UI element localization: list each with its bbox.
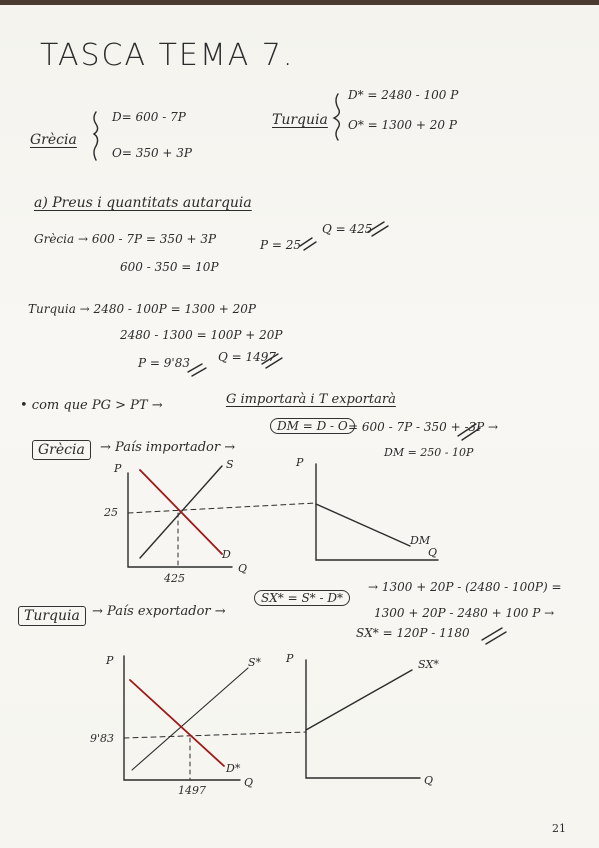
turkey-price: P = 9'83 xyxy=(138,356,190,370)
graph1-axes xyxy=(128,473,232,567)
greece-quantity: Q = 425 xyxy=(322,222,373,236)
graph1-d-label: D xyxy=(222,548,231,561)
graph3-x-label: Q xyxy=(244,776,254,789)
sx-result-check xyxy=(482,628,506,644)
greece-price-check xyxy=(300,238,316,250)
greece-supply: O= 350 + 3P xyxy=(112,146,193,160)
sx-formula-oval: SX* = S* - D* xyxy=(254,590,350,606)
graph2-x-label: Q xyxy=(428,546,438,559)
section-a-heading: a) Preus i quantitats autarquia xyxy=(34,195,252,211)
greece-eq-line1: Grècia → 600 - 7P = 350 + 3P xyxy=(34,232,217,246)
turkey-eq-line2: 2480 - 1300 = 100P + 20P xyxy=(120,328,283,342)
graph3-y-label: P xyxy=(106,654,114,667)
graph3-s-label: S* xyxy=(248,656,262,669)
turkey-label: Turquia xyxy=(272,112,328,128)
greece-label: Grècia xyxy=(30,132,77,148)
turkey-demand: D* = 2480 - 100 P xyxy=(348,88,459,102)
sx-formula-line2: 1300 + 20P - 2480 + 100 P → xyxy=(374,606,555,620)
graph2-dm-label: DM xyxy=(410,534,431,547)
graph1-x-label: Q xyxy=(238,562,248,575)
greece-box: Grècia xyxy=(32,440,91,460)
dm-formula-rest: = 600 - 7P - 350 + -3P → xyxy=(348,420,499,434)
greece-system-brace xyxy=(94,112,98,160)
sx-result: SX* = 120P - 1180 xyxy=(356,626,470,640)
turkey-system-brace xyxy=(334,94,339,140)
graph2-y-label: P xyxy=(296,456,304,469)
turkey-q-check xyxy=(262,354,282,368)
graph4-sx-curve xyxy=(306,670,412,730)
graph1-quantity-tick: 425 xyxy=(164,572,185,585)
comparison-conclusion: G importarà i T exportarà xyxy=(226,392,396,407)
comparison-bullet: • com que PG > PT → xyxy=(20,398,163,413)
turkey-price-check xyxy=(188,364,206,376)
graph3-price-tick: 9'83 xyxy=(90,732,115,745)
page-title: TASCA TEMA 7. xyxy=(40,38,295,73)
graph1-demand-curve xyxy=(140,470,222,554)
graph4-axes xyxy=(306,660,420,778)
turkey-eq-line1: Turquia → 2480 - 100P = 1300 + 20P xyxy=(28,302,257,316)
graph3-price-guide xyxy=(124,732,306,738)
greece-role-text: → País importador → xyxy=(100,440,236,455)
dm-result: DM = 250 - 10P xyxy=(384,446,474,459)
dm-result-check xyxy=(458,424,480,440)
turkey-quantity: Q = 1497 xyxy=(218,350,277,364)
graph4-x-label: Q xyxy=(424,774,434,787)
graph1-y-label: P xyxy=(114,462,122,475)
graph3-demand-curve xyxy=(130,680,224,766)
greece-demand: D= 600 - 7P xyxy=(112,110,186,124)
graph3-quantity-tick: 1497 xyxy=(178,784,206,797)
turkey-supply: O* = 1300 + 20 P xyxy=(348,118,457,132)
graph3-d-label: D* xyxy=(226,762,241,775)
graph1-price-tick: 25 xyxy=(104,506,118,519)
greece-q-check xyxy=(368,222,388,236)
turkey-role-text: → País exportador → xyxy=(92,604,226,619)
page-number: 21 xyxy=(552,822,566,835)
graph1-price-guide xyxy=(128,503,316,513)
graph1-s-label: S xyxy=(226,458,234,471)
graph2-dm-curve xyxy=(316,504,410,546)
graph4-y-label: P xyxy=(286,652,294,665)
turkey-box: Turquia xyxy=(18,606,86,626)
greece-price: P = 25 xyxy=(260,238,302,252)
graph4-sx-label: SX* xyxy=(418,658,439,671)
greece-eq-line2: 600 - 350 = 10P xyxy=(120,260,219,274)
sx-formula-rest: → 1300 + 20P - (2480 - 100P) = xyxy=(368,580,562,594)
dm-formula-oval: DM = D - O xyxy=(270,418,355,434)
